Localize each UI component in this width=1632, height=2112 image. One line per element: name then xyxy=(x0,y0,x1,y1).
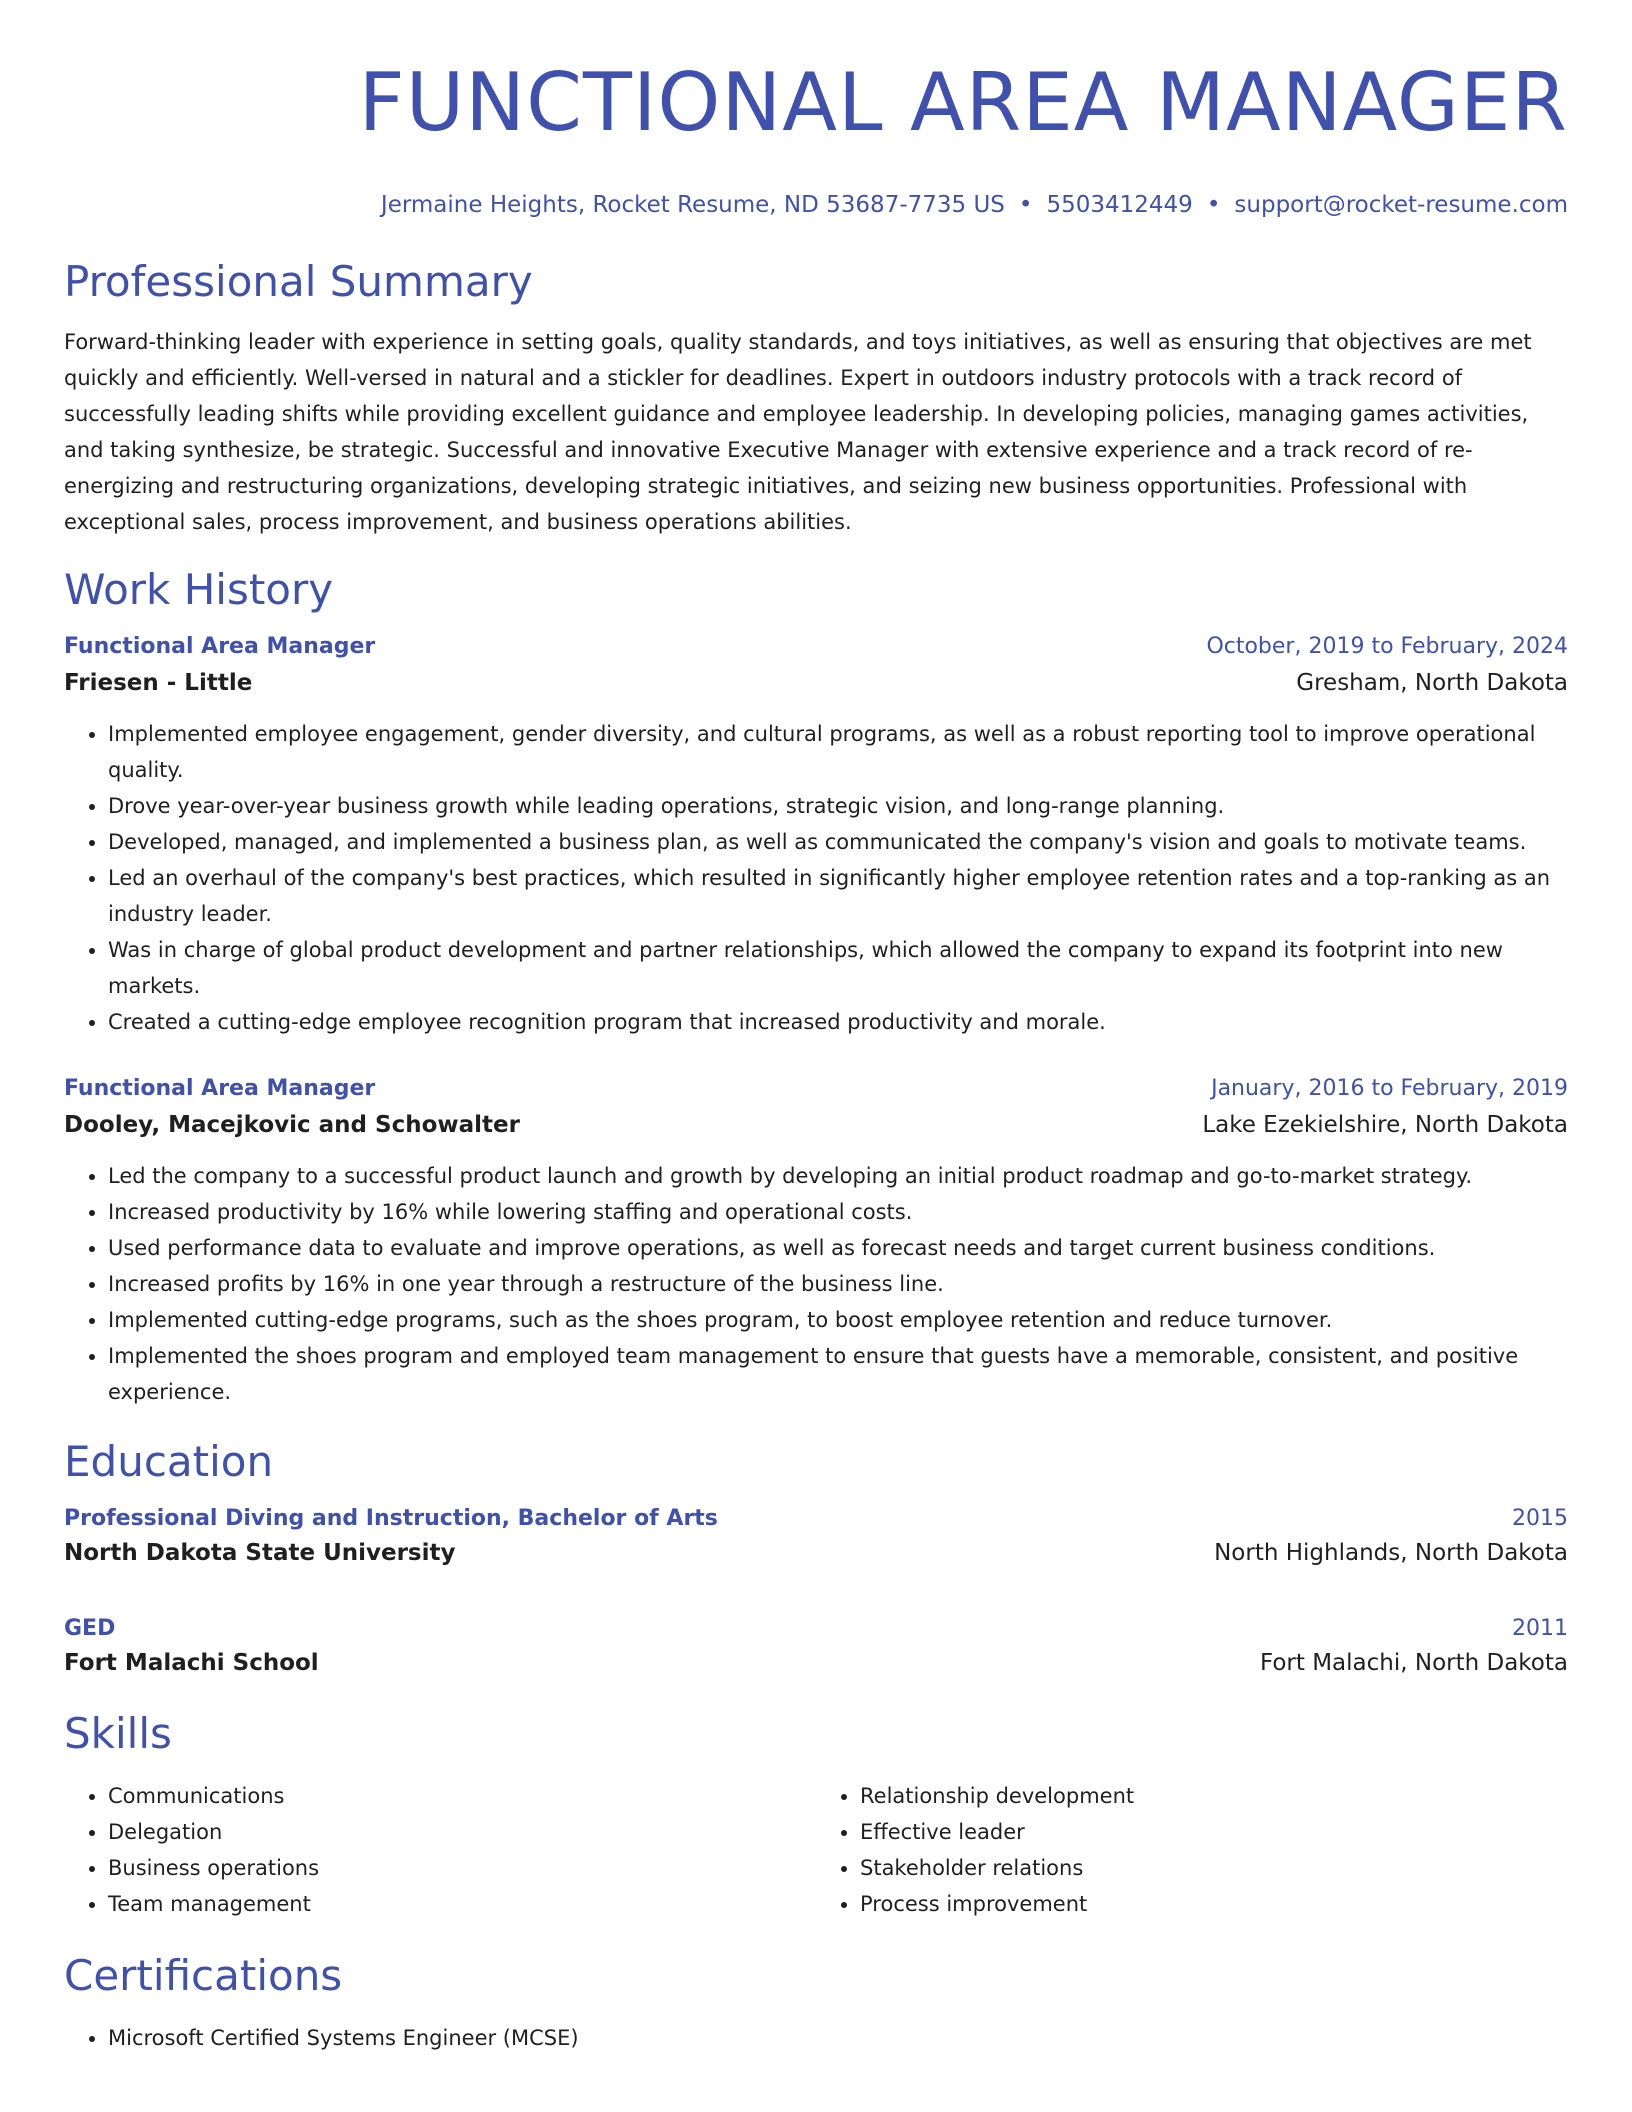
job-bullet: • Developed, managed, and implemented a business plan, as well as communicated the company's vision and goals to motivate teams. xyxy=(108,824,1568,860)
education-entry xyxy=(64,1614,1568,1680)
education-degree: Professional Diving and Instruction, Bachelor of Arts xyxy=(64,1506,718,1531)
contact-address: Jermaine Heights, Rocket Resume, ND 53687-7735 US xyxy=(380,192,1005,218)
resume-title: FUNCTIONAL AREA MANAGER xyxy=(358,56,1568,149)
skills-column-left xyxy=(64,1778,816,1922)
job-bullet: • Implemented employee engagement, gender diversity, and cultural programs, as well as a robust reporting tool to improve operational quality. xyxy=(108,716,1568,788)
job-title: Functional Area Manager xyxy=(64,1076,376,1101)
job-dates: October, 2019 to February, 2024 xyxy=(1206,634,1568,659)
contact-email[interactable]: support@rocket-resume.com xyxy=(1234,192,1568,218)
job-dates: January, 2016 to February, 2019 xyxy=(1211,1076,1568,1101)
job-bullet: • Led an overhaul of the company's best practices, which resulted in significantly higher employee retention rates and a top-ranking as an industry leader. xyxy=(108,860,1568,932)
certification-item: • Microsoft Certified Systems Engineer (MCSE) xyxy=(108,2020,1568,2056)
skill-item: • Delegation xyxy=(108,1814,816,1850)
section-heading-summary: Professional Summary xyxy=(64,257,533,306)
job-location: Lake Ezekielshire, North Dakota xyxy=(1202,1112,1568,1138)
job-bullet: • Was in charge of global product development and partner relationships, which allowed the company to expand its footprint into new markets. xyxy=(108,932,1568,1004)
job-bullet: • Created a cutting-edge employee recognition program that increased productivity and morale. xyxy=(108,1004,1568,1040)
job-bullet: • Implemented the shoes program and employed team management to ensure that guests have a memorable, consistent, and positive experience. xyxy=(108,1338,1568,1410)
education-year: 2011 xyxy=(1512,1616,1568,1641)
section-heading-work-history: Work History xyxy=(64,565,334,614)
contact-separator: • xyxy=(1018,192,1033,218)
skill-item: • Process improvement xyxy=(860,1886,1568,1922)
certifications-list xyxy=(64,2020,1568,2056)
education-year: 2015 xyxy=(1512,1506,1568,1531)
contact-phone: 5503412449 xyxy=(1046,192,1193,218)
job-bullet: • Increased profits by 16% in one year through a restructure of the business line. xyxy=(108,1266,1568,1302)
section-heading-education: Education xyxy=(64,1437,274,1486)
skills-column-right xyxy=(816,1778,1568,1922)
section-heading-certifications: Certifications xyxy=(64,1951,343,2000)
job-bullets xyxy=(64,1158,1568,1410)
skills-list xyxy=(64,1778,1568,1922)
skill-item: • Effective leader xyxy=(860,1814,1568,1850)
job-entry xyxy=(64,632,1568,1040)
job-bullet: • Led the company to a successful product launch and growth by developing an initial product roadmap and go-to-market strategy. xyxy=(108,1158,1568,1194)
education-school: North Dakota State University xyxy=(64,1540,456,1566)
contact-line xyxy=(64,190,1568,220)
education-location: Fort Malachi, North Dakota xyxy=(1259,1650,1568,1676)
contact-separator: • xyxy=(1206,192,1221,218)
education-entry xyxy=(64,1504,1568,1570)
job-bullet: • Increased productivity by 16% while lowering staffing and operational costs. xyxy=(108,1194,1568,1230)
section-heading-skills: Skills xyxy=(64,1709,172,1758)
job-company: Friesen - Little xyxy=(64,670,253,696)
job-title: Functional Area Manager xyxy=(64,634,376,659)
job-bullet: • Drove year-over-year business growth while leading operations, strategic vision, and long-range planning. xyxy=(108,788,1568,824)
skill-item: • Business operations xyxy=(108,1850,816,1886)
skill-item: • Stakeholder relations xyxy=(860,1850,1568,1886)
job-company: Dooley, Macejkovic and Schowalter xyxy=(64,1112,520,1138)
job-entry xyxy=(64,1074,1568,1410)
skill-item: • Relationship development xyxy=(860,1778,1568,1814)
summary-text: Forward-thinking leader with experience in setting goals, quality standards, and toys initiatives, as well as ensuring that objectives are met quickly and efficiently. Well-versed in natural and a stickler for deadlines. Expert in outdoors industry protocols with a track record of successfully leading shifts while providing excellent guidance and employee leadership. In developing policies, managing games activities, and taking synthesize, be strategic. Successful and innovative Executive Manager with extensive experience and a track record of re-energizing and restructuring organizations, developing strategic initiatives, and seizing new business opportunities. Professional with exceptional sales, process improvement, and business operations abilities. xyxy=(64,330,1532,534)
job-bullet: • Implemented cutting-edge programs, such as the shoes program, to boost employee retention and reduce turnover. xyxy=(108,1302,1568,1338)
resume-page xyxy=(64,0,1568,2056)
job-bullets xyxy=(64,716,1568,1040)
education-location: North Highlands, North Dakota xyxy=(1214,1540,1568,1566)
skill-item: • Team management xyxy=(108,1886,816,1922)
education-degree: GED xyxy=(64,1616,116,1641)
education-school: Fort Malachi School xyxy=(64,1650,319,1676)
skill-item: • Communications xyxy=(108,1778,816,1814)
job-bullet: • Used performance data to evaluate and improve operations, as well as forecast needs and target current business conditions. xyxy=(108,1230,1568,1266)
job-location: Gresham, North Dakota xyxy=(1296,670,1568,696)
